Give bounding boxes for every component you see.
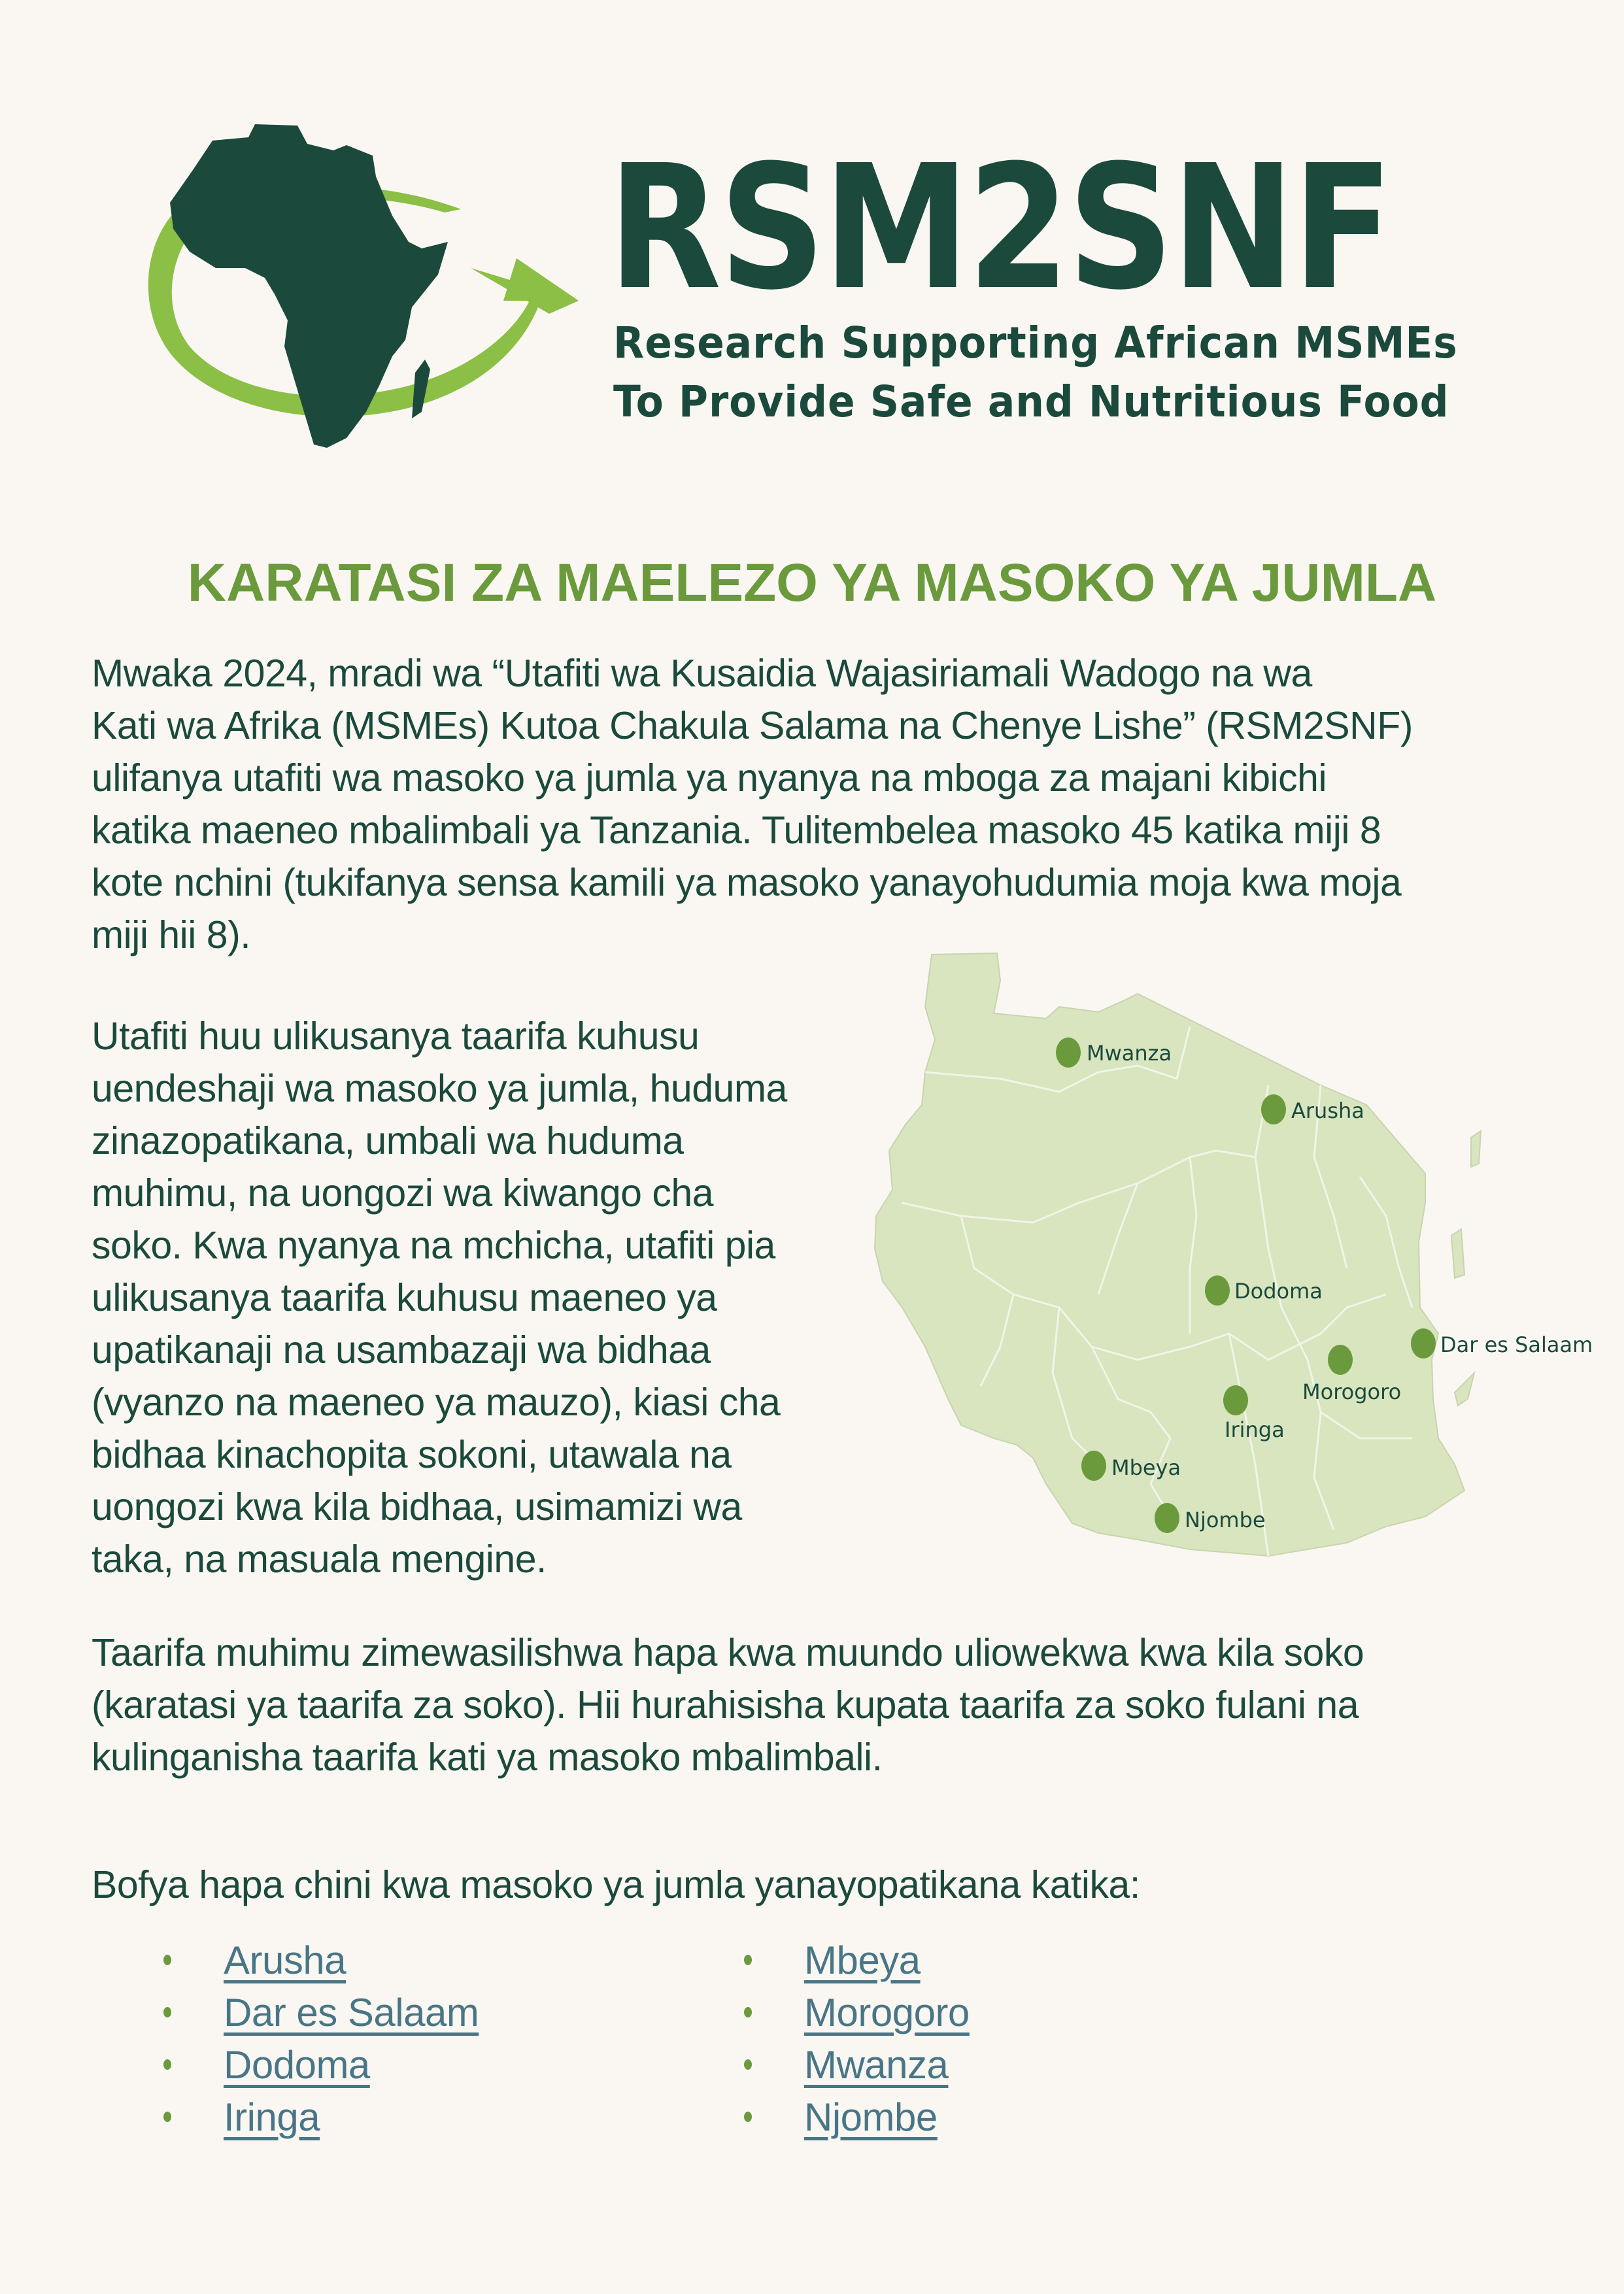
- city-marker-arusha: [1261, 1094, 1364, 1124]
- bullet-icon: [163, 2112, 171, 2122]
- text-line: (karatasi ya taarifa za soko). Hii hurahisisha kupata taarifa za soko fulani na: [92, 1683, 1359, 1727]
- market-links-right: [744, 1934, 970, 2143]
- svg-text:Iringa: Iringa: [1225, 1417, 1285, 1442]
- text-line: upatikanaji na usambazaji wa bidhaa: [92, 1328, 711, 1372]
- list-item: [744, 1934, 970, 1986]
- logo-title: RSM2SNF: [608, 128, 1391, 328]
- link-mwanza[interactable]: Mwanza: [804, 2042, 949, 2087]
- text-line: ulikusanya taarifa kuhusu maeneo ya: [92, 1276, 717, 1319]
- bullet-icon: [163, 2059, 171, 2070]
- city-marker-dodoma: [1205, 1275, 1323, 1306]
- bullet-icon: [744, 1955, 752, 1965]
- text-line: kulinganisha taarifa kati ya masoko mbalimbali.: [92, 1736, 883, 1779]
- text-line: Utafiti huu ulikusanya taarifa kuhusu: [92, 1015, 700, 1058]
- logo-africa-arrow-icon: [118, 105, 601, 477]
- summary-paragraph: [92, 1627, 1530, 1783]
- list-item: [163, 1934, 479, 1986]
- svg-text:Mwanza: Mwanza: [1087, 1041, 1172, 1066]
- list-item: [163, 2091, 479, 2143]
- text-line: Mwaka 2024, mradi wa “Utafiti wa Kusaidia Wajasiriamali Wadogo na wa: [92, 652, 1312, 695]
- logo-tagline-line2: To Provide Safe and Nutritious Food: [613, 377, 1449, 427]
- bullet-icon: [744, 2007, 752, 2017]
- bullet-icon: [744, 2059, 752, 2070]
- text-line: Kati wa Afrika (MSMEs) Kutoa Chakula Salama na Chenye Lishe” (RSM2SNF): [92, 704, 1413, 747]
- link-dar-es-salaam[interactable]: Dar es Salaam: [224, 1990, 479, 2034]
- svg-text:Arusha: Arusha: [1291, 1098, 1364, 1123]
- link-mbeya[interactable]: Mbeya: [804, 1938, 921, 1982]
- list-item: [163, 1986, 479, 2038]
- market-links-left: [163, 1934, 479, 2143]
- link-njombe[interactable]: Njombe: [804, 2095, 938, 2139]
- list-item: [744, 2091, 970, 2143]
- text-line: taka, na masuala mengine.: [92, 1538, 547, 1581]
- text-line: soko. Kwa nyanya na mchicha, utafiti pia: [92, 1224, 775, 1267]
- city-marker-njombe: [1155, 1503, 1266, 1533]
- text-line: muhimu, na uongozi wa kiwango cha: [92, 1172, 714, 1215]
- intro-paragraph: [92, 647, 1530, 961]
- city-marker-mwanza: [1056, 1037, 1172, 1068]
- text-line: ulifanya utafiti wa masoko ya jumla ya nyanya na mboga za majani kibichi: [92, 756, 1327, 800]
- text-line: miji hii 8).: [92, 913, 251, 956]
- logo-tagline-line1: Research Supporting African MSMEs: [613, 318, 1458, 368]
- text-line: kote nchini (tukifanya sensa kamili ya masoko yanayohudumia moja kwa moja: [92, 861, 1402, 904]
- svg-text:Mbeya: Mbeya: [1111, 1455, 1181, 1480]
- text-line: (vyanzo na maeneo ya mauzo), kiasi cha: [92, 1381, 781, 1424]
- text-line: uendeshaji wa masoko ya jumla, huduma: [92, 1067, 787, 1110]
- bullet-icon: [163, 2007, 171, 2017]
- list-item: [744, 2038, 970, 2091]
- tanzania-map: [863, 941, 1602, 1569]
- list-item: [744, 1986, 970, 2038]
- svg-text:Dodoma: Dodoma: [1234, 1279, 1323, 1304]
- link-morogoro[interactable]: Morogoro: [804, 1990, 970, 2034]
- text-line: zinazopatikana, umbali wa huduma: [92, 1119, 684, 1162]
- details-paragraph: [92, 1010, 876, 1585]
- link-arusha[interactable]: Arusha: [224, 1938, 347, 1982]
- link-dodoma[interactable]: Dodoma: [224, 2042, 370, 2087]
- text-line: Taarifa muhimu zimewasilishwa hapa kwa muundo uliowekwa kwa kila soko: [92, 1631, 1364, 1674]
- city-marker-mbeya: [1081, 1451, 1181, 1481]
- link-iringa[interactable]: Iringa: [224, 2095, 320, 2139]
- svg-text:Morogoro: Morogoro: [1302, 1379, 1402, 1404]
- text-line: katika maeneo mbalimbali ya Tanzania. Tulitembelea masoko 45 katika miji 8: [92, 809, 1381, 852]
- text-line: bidhaa kinachopita sokoni, utawala na: [92, 1433, 732, 1476]
- text-line: uongozi kwa kila bidhaa, usimamizi wa: [92, 1485, 742, 1528]
- bullet-icon: [163, 1955, 171, 1965]
- svg-text:Njombe: Njombe: [1185, 1508, 1266, 1532]
- bullet-icon: [744, 2112, 752, 2122]
- svg-text:Dar es Salaam: Dar es Salaam: [1440, 1332, 1593, 1357]
- list-item: [163, 2038, 479, 2091]
- page-title: KARATASI ZA MAELEZO YA MASOKO YA JUMLA: [187, 553, 1437, 613]
- cta-text: Bofya hapa chini kwa masoko ya jumla yanayopatikana katika:: [92, 1863, 1140, 1906]
